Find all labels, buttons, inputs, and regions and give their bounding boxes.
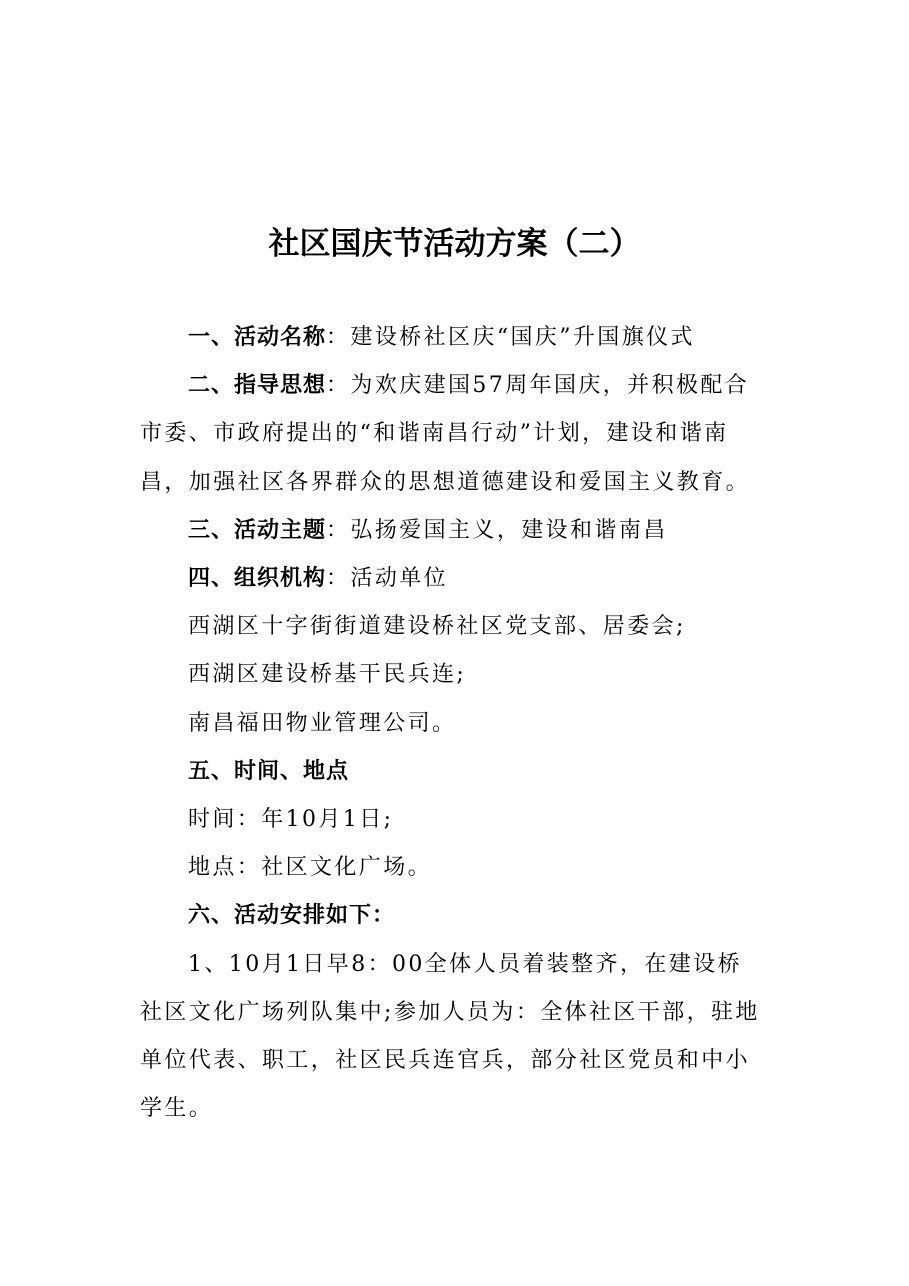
document-body bbox=[140, 314, 765, 1133]
section-guidance bbox=[140, 362, 765, 507]
section-heading: 五、时间、地点 bbox=[188, 758, 350, 784]
section-heading: 四、组织机构 bbox=[188, 566, 327, 592]
document-title: 社区国庆节活动方案（二） bbox=[268, 226, 641, 262]
section-time-place bbox=[140, 748, 765, 796]
section-text: ：活动单位 bbox=[326, 566, 449, 592]
section-text: ：为欢庆建国57周年国庆，并积极配合市委、市政府提出的“和谐南昌行动”计划，建设和谐南昌，加强社区各界群众的思想道德建设和爱国主义教育。 bbox=[140, 373, 751, 495]
section-heading: 一、活动名称 bbox=[188, 325, 327, 350]
section-organization bbox=[140, 555, 765, 603]
section-theme bbox=[140, 507, 765, 555]
organization-unit: 南昌福田物业管理公司。 bbox=[188, 710, 457, 736]
section-text: ：弘扬爱国主义，建设和谐南昌 bbox=[326, 517, 668, 543]
section-heading: 三、活动主题 bbox=[188, 517, 327, 543]
place-line: 地点：社区文化广场。 bbox=[188, 855, 433, 881]
time-line: 时间：年10月1日; bbox=[188, 807, 394, 833]
arrangement-item-1: 1、10月1日早8：00全体人员着装整齐，在建设桥社区文化广场列队集中;参加人员为：全体社区干部，驻地单位代表、职工，社区民兵连官兵，部分社区党员和中小学生。 bbox=[140, 951, 760, 1122]
section-heading: 二、指导思想 bbox=[188, 373, 327, 399]
section-activity-name bbox=[140, 314, 765, 362]
section-heading: 六、活动安排如下： bbox=[188, 903, 396, 929]
section-text: ：建设桥社区庆“国庆”升国旗仪式 bbox=[326, 325, 695, 350]
organization-unit: 西湖区十字街街道建设桥社区党支部、居委会; bbox=[188, 614, 686, 640]
section-arrangement bbox=[140, 892, 765, 940]
organization-unit: 西湖区建设桥基干民兵连; bbox=[188, 662, 467, 688]
